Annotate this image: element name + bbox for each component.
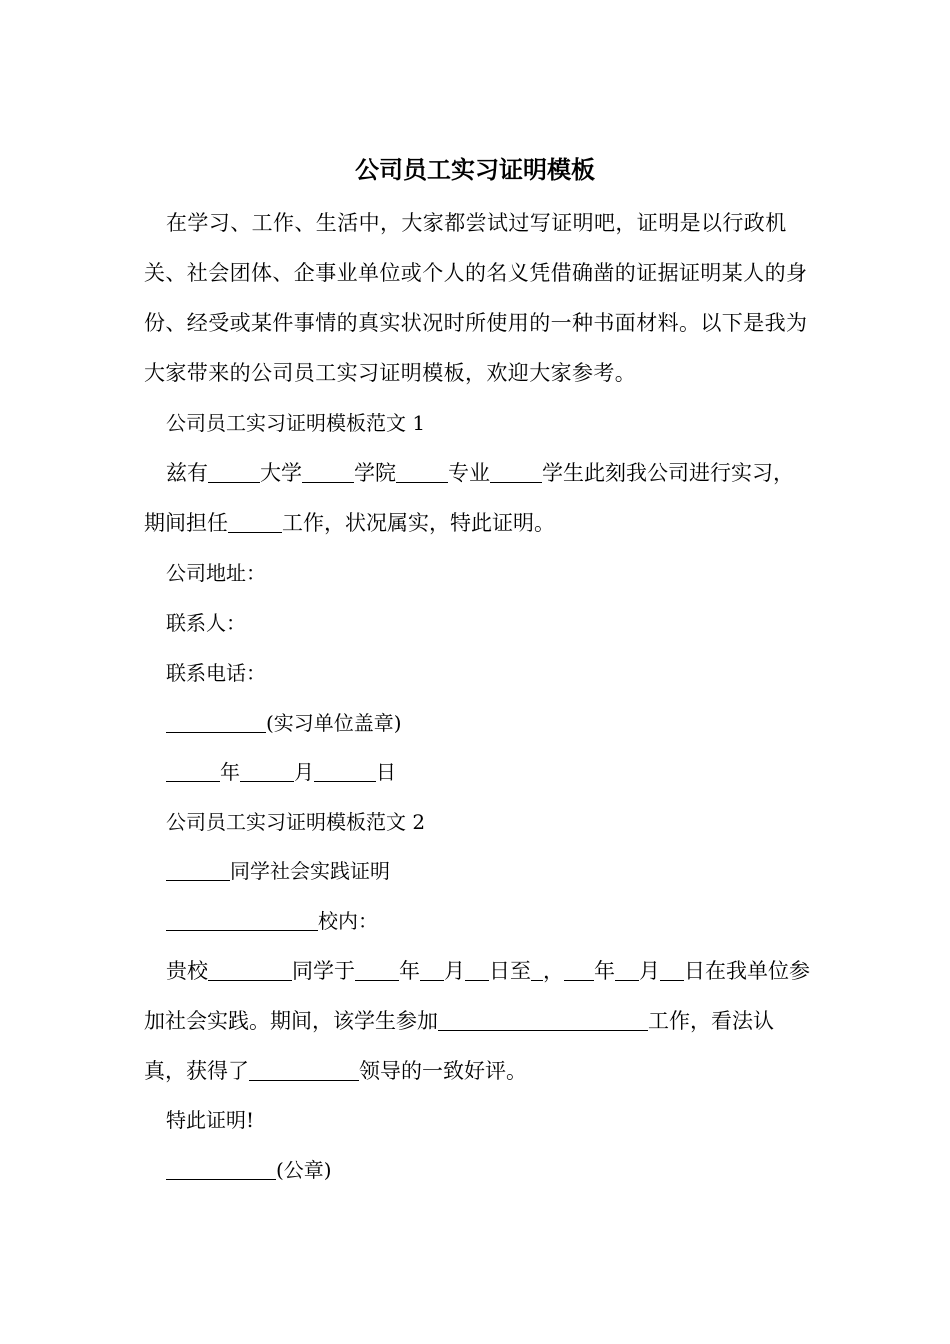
blank-line (166, 711, 266, 733)
blank-line (166, 1158, 276, 1180)
year-label: 年 (220, 760, 240, 784)
text: 学院 (354, 461, 396, 485)
text: 月 (639, 959, 660, 983)
blank-line (490, 460, 542, 483)
text: 工作，看法认真，获得了 (144, 1009, 774, 1083)
text: 领导的一致好评。 (359, 1059, 527, 1083)
text: 年 (399, 959, 420, 983)
text: 同学社会实践证明 (230, 859, 390, 883)
blank-line (314, 760, 376, 782)
sample2-heading: 公司员工实习证明模板范文 2 (166, 810, 426, 834)
text: 月 (444, 959, 465, 983)
text: 日在我单位参加社会实践。期间，该学生参加 (144, 959, 810, 1033)
text: ， (543, 959, 564, 983)
student-certificate-line (166, 851, 390, 891)
blank-line (420, 958, 444, 981)
blank-line (355, 958, 399, 981)
text: 学生此刻我公司进行实习，期间担任 (144, 461, 794, 535)
month-label: 月 (294, 760, 314, 784)
blank-line (208, 958, 292, 981)
blank-line (166, 760, 220, 782)
seal-line-2 (166, 1150, 332, 1190)
intro-paragraph: 在学习、工作、生活中，大家都尝试过写证明吧，证明是以行政机关、社会团体、企事业单位或个人的名义凭借确凿的证据证明某人的身份、经受或某件事情的真实状况时所使用的一种书面材料。以下是我为大家带来的公司员工实习证明模板，欢迎大家参考。 (144, 211, 808, 385)
text: 年 (594, 959, 615, 983)
text: 日至 (489, 959, 531, 983)
day-label: 日 (376, 760, 396, 784)
document-title: 公司员工实习证明模板 (355, 155, 595, 184)
date-line (166, 752, 396, 792)
sample1-body (144, 448, 810, 548)
text: 专业 (448, 461, 490, 485)
text: 贵校 (166, 959, 208, 983)
blank-line (465, 958, 489, 981)
text: 工作，状况属实，特此证明。 (282, 511, 555, 535)
blank-line (531, 958, 543, 981)
school-line (166, 901, 378, 941)
blank-line (166, 909, 318, 931)
seal-text: (公章) (276, 1158, 332, 1182)
blank-line (615, 958, 639, 981)
contact-person-label: 联系人： (166, 611, 246, 635)
blank-line (396, 460, 448, 483)
text: 校内： (318, 909, 378, 933)
blank-line (660, 958, 684, 981)
seal-line-1 (166, 703, 402, 743)
company-address-label: 公司地址： (166, 561, 266, 585)
sample2-body (144, 946, 810, 1096)
blank-line (166, 859, 230, 881)
blank-line (302, 460, 354, 483)
text: 同学于 (292, 959, 355, 983)
seal-text: (实习单位盖章) (266, 711, 402, 735)
blank-line (228, 510, 282, 533)
blank-line (240, 760, 294, 782)
text: 兹有 (166, 461, 208, 485)
blank-line (438, 1008, 648, 1031)
blank-line (249, 1058, 359, 1081)
text: 大学 (260, 461, 302, 485)
certify-line: 特此证明! (166, 1108, 255, 1132)
sample1-heading: 公司员工实习证明模板范文 1 (166, 411, 426, 435)
contact-phone-label: 联系电话： (166, 661, 266, 685)
blank-line (564, 958, 594, 981)
blank-line (208, 460, 260, 483)
